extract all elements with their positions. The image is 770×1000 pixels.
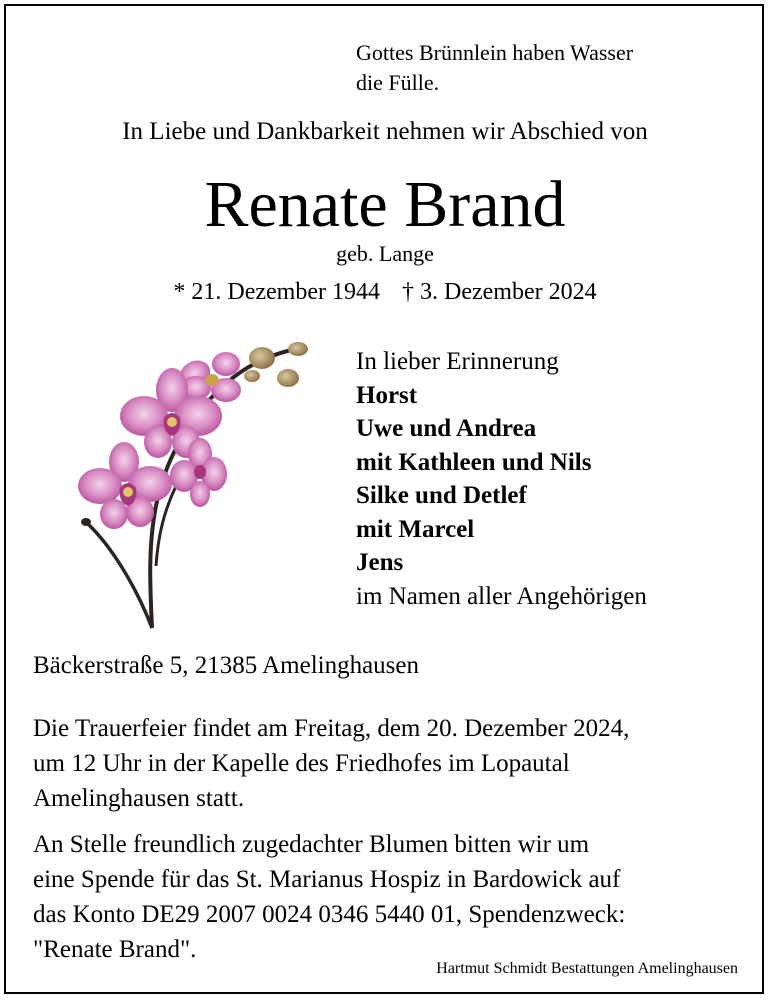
- quote-line-1: Gottes Brünnlein haben Wasser: [356, 40, 634, 65]
- deceased-name: Renate Brand: [204, 168, 566, 241]
- service-line: Die Trauerfeier findet am Freitag, dem 20. Dezember 2024,: [33, 715, 630, 742]
- service-line: Amelinghausen statt.: [33, 785, 245, 812]
- undertaker-credit: Hartmut Schmidt Bestattungen Amelinghausen: [436, 960, 738, 977]
- mourners-heading: In lieber Erinnerung: [356, 348, 559, 375]
- quote-line-2: die Fülle.: [356, 70, 440, 95]
- mourner-name: Uwe und Andrea: [356, 415, 537, 442]
- donation-line: An Stelle freundlich zugedachter Blumen bitten wir um: [33, 831, 590, 858]
- intro-text: In Liebe und Dankbarkeit nehmen wir Abschied von: [122, 118, 648, 145]
- maiden-name: geb. Lange: [336, 241, 434, 266]
- mourner-name: Horst: [356, 381, 418, 409]
- service-paragraph: [33, 711, 629, 816]
- birth-date: * 21. Dezember 1944: [173, 279, 380, 305]
- mourner-name: Silke und Detlef: [356, 482, 527, 509]
- orchid-icon: [76, 336, 316, 632]
- mourners-block: [356, 345, 647, 613]
- service-line: um 12 Uhr in der Kapelle des Friedhofes im Lopautal: [33, 750, 570, 777]
- quote: [356, 38, 633, 98]
- mourner-name: mit Marcel: [356, 515, 475, 543]
- family-address: Bäckerstraße 5, 21385 Amelinghausen: [33, 652, 420, 679]
- donation-line: das Konto DE29 2007 0024 0346 5440 01, Spendenzweck:: [33, 901, 626, 928]
- mourner-name: mit Kathleen und Nils: [356, 448, 592, 476]
- death-date: † 3. Dezember 2024: [402, 279, 597, 305]
- life-dates: [0, 279, 770, 306]
- mourners-closing: im Namen aller Angehörigen: [356, 582, 647, 610]
- donation-paragraph: [33, 827, 625, 967]
- donation-line: "Renate Brand".: [33, 936, 197, 963]
- donation-line: eine Spende für das St. Marianus Hospiz in Bardowick auf: [33, 866, 621, 893]
- mourner-name: Jens: [356, 549, 404, 576]
